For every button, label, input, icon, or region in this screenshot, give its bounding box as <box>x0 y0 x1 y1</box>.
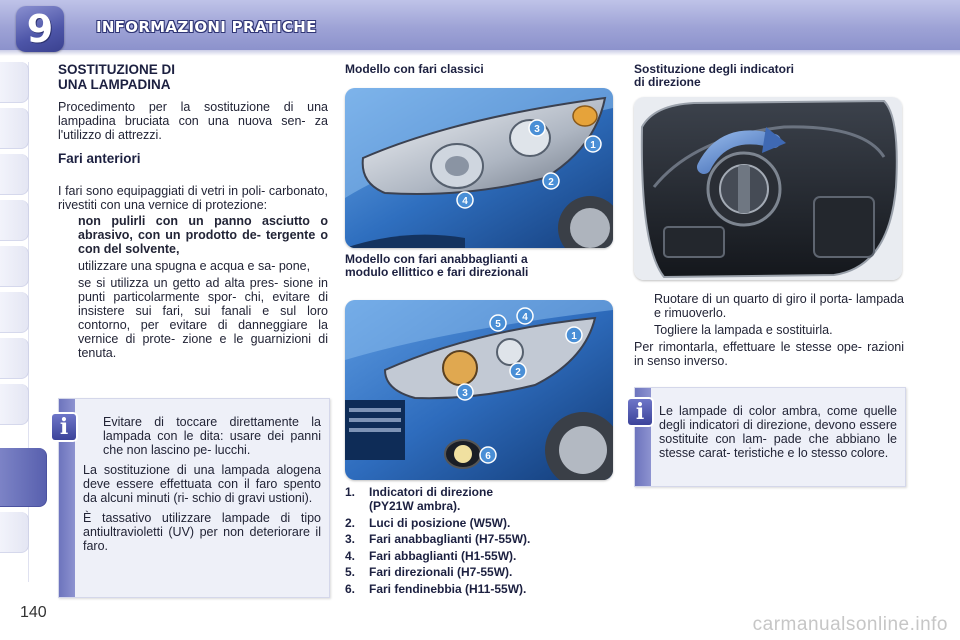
side-tab-9-active[interactable] <box>0 448 47 507</box>
list-item: Togliere la lampada e sostituirla. <box>654 323 833 337</box>
chapter-badge <box>16 6 64 52</box>
page-title <box>58 62 328 92</box>
side-tab-7[interactable] <box>0 338 29 379</box>
intro-text: Procedimento per la sostituzione di una lampadina bruciata con una nuova sen- za l'utilizzo di attrezzi. <box>58 100 328 142</box>
caption-indicatori-line2: di direzione <box>634 75 701 89</box>
section-title: INFORMAZIONI PRATICHE <box>96 18 317 36</box>
svg-text:3: 3 <box>534 124 540 135</box>
legend-text: Fari direzionali (H7-55W). <box>369 565 513 579</box>
svg-text:2: 2 <box>515 367 521 378</box>
list-item: Evitare di toccare direttamente la lampada con le dita: usare dei panni che non lascino pe- lucchi. <box>103 415 321 457</box>
indicator-steps <box>634 290 904 368</box>
indicator-bullets <box>634 292 904 337</box>
list-item: se si utilizza un getto ad alta pres- sione in punti particolarmente spor- chi, evitare di insistere sui fari, sui fanali e sul loro contorno, per evitare di danneggiare la vernice di prote- zione e le guarnizioni di tenuta. <box>78 276 328 360</box>
indicator-photo <box>634 97 902 280</box>
svg-text:1: 1 <box>590 140 596 151</box>
page-title-line1: SOSTITUZIONE DI <box>58 62 176 77</box>
caption2-line1: Modello con fari anabbaglianti a <box>345 252 528 266</box>
side-tab-4[interactable] <box>0 200 29 241</box>
legend-number: 4. <box>345 548 356 563</box>
side-tab-5[interactable] <box>0 246 29 287</box>
svg-text:4: 4 <box>462 196 468 207</box>
marker-4 <box>517 308 533 324</box>
caption-fari-ellittici <box>345 253 528 279</box>
fari-intro: I fari sono equipaggiati di vetri in poli- carbonato, rivestiti con una vernice di protezione: <box>58 184 328 212</box>
page-title-line2: UNA LAMPADINA <box>58 77 171 92</box>
marker-2 <box>543 173 559 189</box>
info-box-left <box>58 398 330 598</box>
watermark: carmanualsonline.info <box>752 614 948 635</box>
marker-3 <box>457 384 473 400</box>
list-item: Ruotare di un quarto di giro il porta- lampada e rimuoverlo. <box>654 292 904 320</box>
fari-section <box>58 184 328 363</box>
svg-text:1: 1 <box>571 331 577 342</box>
list-item <box>345 485 615 513</box>
list-item <box>345 565 615 579</box>
list-item: utilizzare una spugna e acqua e sa- pone, <box>78 259 311 273</box>
side-tab-8[interactable] <box>0 384 29 425</box>
side-tab-6[interactable] <box>0 292 29 333</box>
svg-text:5: 5 <box>495 319 501 330</box>
header-shadow <box>0 50 960 56</box>
list-item: non pulirli con un panno asciutto o abrasivo, con un prodotto de- tergente o con del solvente, <box>78 214 328 256</box>
side-tabs <box>0 62 46 582</box>
legend-number: 5. <box>345 565 356 579</box>
caption-fari-classici: Modello con fari classici <box>345 62 484 76</box>
legend-number: 2. <box>345 515 356 530</box>
list-item <box>345 532 615 546</box>
legend-number: 1. <box>345 485 356 499</box>
list-item <box>345 582 615 596</box>
subheading-fari-anteriori: Fari anteriori <box>58 151 141 166</box>
svg-text:6: 6 <box>485 451 491 462</box>
svg-text:3: 3 <box>462 388 468 399</box>
legend-text-cont: (PY21W ambra). <box>369 499 461 513</box>
legend-number: 6. <box>345 581 356 596</box>
legend-text: Indicatori di direzione <box>369 485 494 499</box>
side-tab-2[interactable] <box>0 108 29 149</box>
side-tab-10[interactable] <box>0 512 29 553</box>
marker-1 <box>585 136 601 152</box>
svg-text:2: 2 <box>548 177 554 188</box>
fig2-markers-layer <box>345 300 613 480</box>
fig1-markers-layer <box>345 88 613 248</box>
info-box-right <box>634 387 906 487</box>
side-tab-3[interactable] <box>0 154 29 195</box>
list-item <box>345 516 615 530</box>
bulb-legend <box>345 485 615 598</box>
chapter-number: 9 <box>26 7 54 51</box>
marker-1 <box>566 327 582 343</box>
info-text: Le lampade di color ambra, come quelle degli indicatori di direzione, devono essere sostituite con lam- pade che abbiano le stesse carat- teristiche e lo stesso colore. <box>659 404 897 460</box>
info-icon: i <box>628 399 652 425</box>
caption-indicatori-line1: Sostituzione degli indicatori <box>634 62 795 76</box>
info-content <box>83 413 321 553</box>
info-para-2: È tassativo utilizzare lampade di tipo antiultravioletti (UV) per non deteriorare il faro. <box>83 511 321 553</box>
caption-indicatori <box>634 63 794 89</box>
info-icon: i <box>52 414 76 440</box>
indicator-illustration <box>634 97 902 280</box>
info-content <box>659 404 897 460</box>
marker-2 <box>510 363 526 379</box>
side-tab-1[interactable] <box>0 62 29 103</box>
legend-number: 3. <box>345 532 356 546</box>
svg-text:4: 4 <box>522 312 528 323</box>
legend-text: Fari anabbaglianti (H7-55W). <box>369 532 531 546</box>
legend-text: Luci di posizione (W5W). <box>369 515 511 530</box>
caption2-line2: modulo ellittico e fari direzionali <box>345 265 529 279</box>
marker-4 <box>457 192 473 208</box>
marker-5 <box>490 315 506 331</box>
list-item <box>345 549 615 563</box>
info-bullets <box>83 415 321 457</box>
marker-6 <box>480 447 496 463</box>
fari-bullets <box>58 214 328 360</box>
marker-3 <box>529 120 545 136</box>
legend-text: Fari abbaglianti (H1-55W). <box>369 548 517 563</box>
page-number: 140 <box>20 604 47 621</box>
info-para-1: La sostituzione di una lampada alogena deve essere effettuata con il faro spento da alcuni minuti (ri- schio di gravi ustioni). <box>83 463 321 505</box>
legend-text: Fari fendinebbia (H11-55W). <box>369 581 527 596</box>
closing-text: Per rimontarla, effettuare le stesse ope- razioni in senso inverso. <box>634 340 904 368</box>
